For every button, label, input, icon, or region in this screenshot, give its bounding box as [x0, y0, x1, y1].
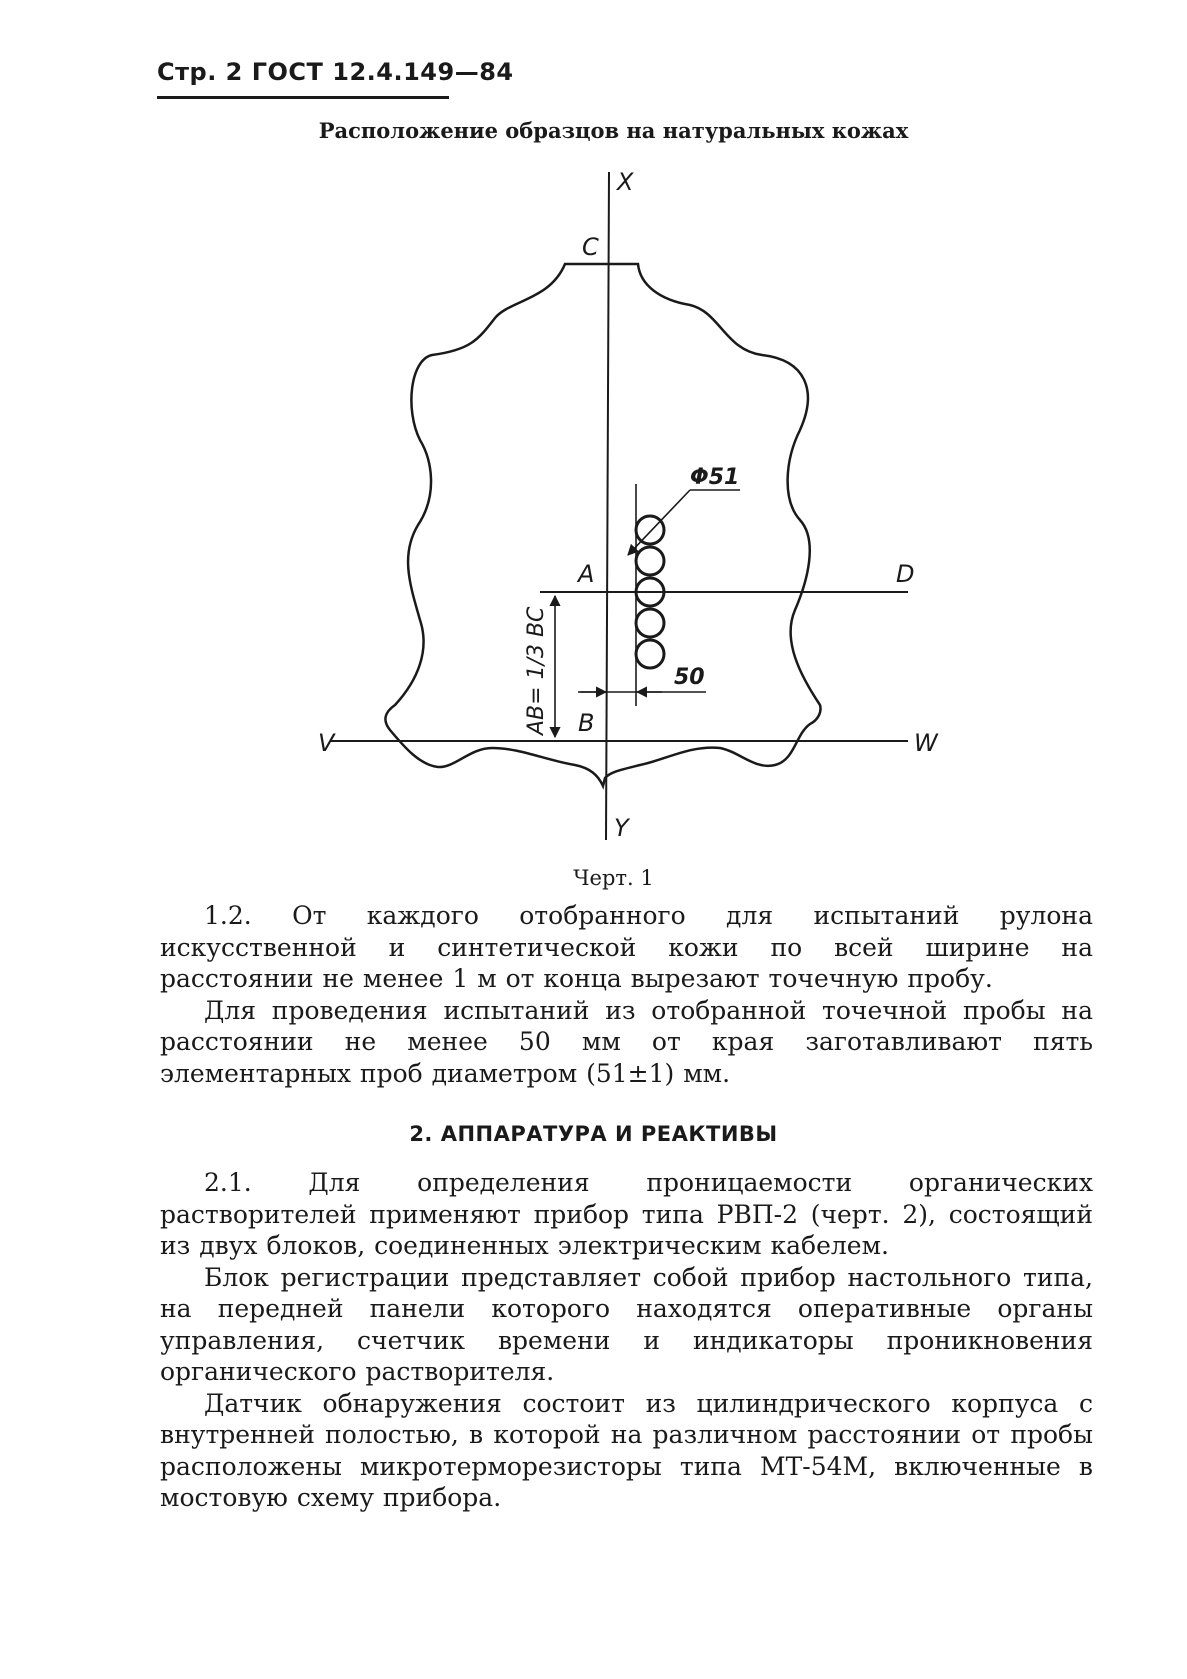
label-distance: 50 [674, 665, 705, 690]
section-2-text [160, 1167, 1093, 1514]
label-b: B [578, 709, 595, 737]
sample-circle [636, 640, 664, 668]
section-1-text [160, 900, 1093, 1089]
paragraph: Блок регистрации представляет собой прибор настольного типа, на передней панели которого находятся оперативные органы управления, счетчик времени и индикаторы проникновения органического растворителя. [160, 1262, 1093, 1386]
label-c: C [582, 233, 599, 261]
section-heading: 2. АППАРАТУРА И РЕАКТИВЫ [409, 1122, 778, 1146]
paragraph: Для проведения испытаний из отобранной точечной пробы на расстоянии не менее 50 мм от края заготавливают пять элементарных проб диаметром (51±1) мм. [160, 995, 1093, 1088]
label-w: W [914, 729, 938, 757]
page-header: Стр. 2 ГОСТ 12.4.149—84 [157, 58, 514, 86]
figure-caption: Черт. 1 [573, 866, 654, 890]
paragraph: Датчик обнаружения состоит из цилиндрического корпуса с внутренней полостью, в которой на различном расстоянии от пробы расположены микротерморезисторы типа МТ-54М, включенные в мостовую схему прибора. [160, 1388, 1093, 1512]
label-y-axis: Y [614, 814, 629, 842]
label-diameter: Φ51 [690, 465, 740, 490]
sample-circle [636, 609, 664, 637]
sample-circle [636, 516, 664, 544]
sample-circle [636, 547, 664, 575]
figure-title: Расположение образцов на натуральных кожах [318, 118, 909, 143]
label-v: V [318, 729, 335, 757]
hide-outline [385, 264, 820, 786]
label-x-axis: X [617, 168, 634, 196]
label-d: D [896, 560, 915, 588]
paragraph: 1.2. От каждого отобранного для испытаний рулона искусственной и синтетической кожи по всей ширине на расстоянии не менее 1 м от конца вырезают точечную пробу. [160, 901, 1093, 993]
label-ab-relation: AB= 1/3 BC [524, 606, 549, 735]
paragraph: 2.1. Для определения проницаемости органических растворителей применяют прибор типа РВП-2 (черт. 2), состоящий из двух блоков, соединенных электрическим кабелем. [160, 1168, 1093, 1260]
axis-xy [606, 172, 609, 840]
label-a: A [578, 560, 595, 588]
